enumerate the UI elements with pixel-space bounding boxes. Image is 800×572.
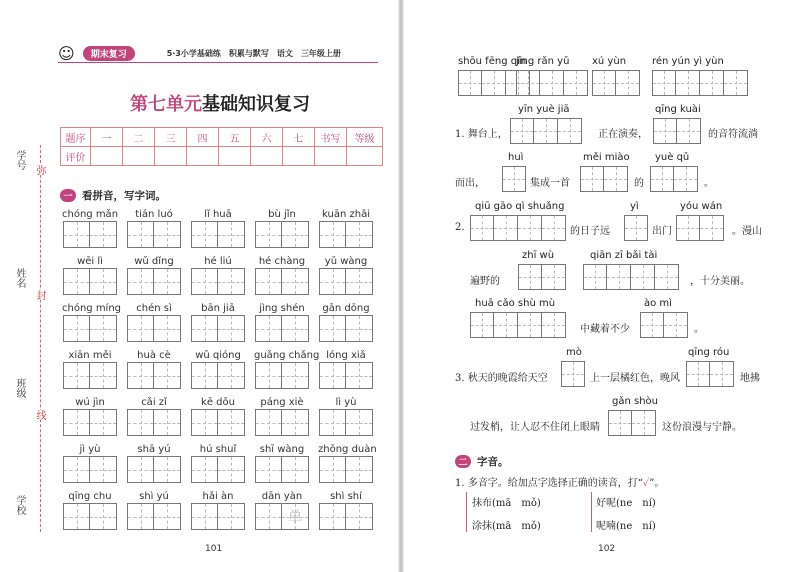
question-text: 的日子远 [570, 226, 610, 237]
pinyin-word [318, 396, 374, 436]
writing-cell[interactable] [127, 456, 154, 483]
answer-box[interactable] [650, 166, 698, 192]
pinyin-word [190, 349, 246, 389]
writing-boxes[interactable] [190, 409, 246, 436]
seal-mark: 封 [34, 290, 45, 300]
pinyin: xú yùn [592, 56, 627, 67]
option[interactable]: 呢喃(ne ní) [596, 521, 656, 532]
pinyin-word [62, 255, 118, 295]
eval-header-cell: 书写 [315, 128, 347, 147]
seal-mark: 弥 [34, 165, 45, 175]
pinyin-word [126, 302, 182, 342]
writing-cell[interactable] [90, 268, 117, 295]
check-icon: ✓ [642, 478, 650, 489]
margin-label-class: 班级 [14, 378, 25, 398]
writing-cell[interactable] [154, 456, 181, 483]
mascot-icon: ☺ [58, 44, 75, 63]
pinyin-word [62, 396, 118, 436]
pinyin: guǎng chǎng [254, 350, 320, 361]
question-text: 3. 秋天的晚霞给天空 [455, 373, 548, 384]
writing-boxes[interactable] [62, 221, 118, 248]
question-text: 集成一首 [530, 178, 570, 189]
question-text: 正在演奏， [598, 129, 648, 140]
writing-cell[interactable] [191, 503, 218, 530]
writing-boxes[interactable] [318, 268, 374, 295]
question-text: 遍野的 [470, 276, 500, 287]
pinyin-word [190, 302, 246, 342]
answer-box[interactable] [510, 118, 582, 144]
writing-boxes[interactable] [126, 409, 182, 436]
question-text: 地拂 [740, 373, 760, 384]
pinyin: chóng míng [62, 303, 122, 314]
eval-header-cell: 三 [155, 128, 187, 147]
writing-boxes[interactable] [254, 221, 310, 248]
writing-cell[interactable] [346, 268, 373, 295]
answer-box[interactable] [502, 166, 526, 192]
writing-cell[interactable] [154, 409, 181, 436]
pinyin: huì [508, 152, 524, 163]
eval-score-cell[interactable] [91, 147, 123, 166]
writing-cell[interactable] [63, 268, 90, 295]
writing-boxes[interactable] [126, 362, 182, 389]
answer-box[interactable] [653, 118, 701, 144]
pinyin-word [190, 490, 246, 530]
writing-cell[interactable] [319, 456, 346, 483]
writing-cell[interactable] [63, 503, 90, 530]
pinyin: chóng mǎn [62, 209, 119, 220]
answer-box[interactable] [686, 361, 734, 387]
writing-boxes[interactable] [254, 362, 310, 389]
pinyin-word [126, 396, 182, 436]
brace [466, 492, 467, 532]
eval-score-cell[interactable] [283, 147, 315, 166]
writing-cell[interactable] [346, 503, 373, 530]
review-badge: 期末复习 [83, 46, 135, 61]
book-spine [398, 0, 404, 572]
writing-cell[interactable] [255, 409, 282, 436]
answer-box[interactable] [640, 312, 688, 338]
pinyin: bān jiā [201, 303, 235, 314]
margin-label-name: 姓名 [14, 268, 25, 288]
pinyin: kuān zhǎi [322, 209, 370, 220]
writing-boxes[interactable] [318, 315, 374, 342]
pinyin: zhōng duàn [318, 444, 377, 455]
evaluation-table [60, 127, 383, 166]
pinyin: hú shuǐ [199, 444, 237, 455]
writing-boxes[interactable] [254, 503, 310, 530]
writing-boxes[interactable] [254, 315, 310, 342]
writing-cell[interactable] [218, 503, 245, 530]
writing-cell[interactable] [282, 409, 309, 436]
writing-cell[interactable] [282, 221, 309, 248]
writing-cell[interactable] [63, 362, 90, 389]
pinyin: dān yàn [261, 491, 303, 502]
pinyin: huà cè [137, 350, 171, 361]
writing-boxes[interactable] [254, 409, 310, 436]
ghost-char: 单 [287, 508, 303, 526]
writing-cell[interactable] [346, 221, 373, 248]
eval-score-cell[interactable] [123, 147, 155, 166]
writing-cell[interactable] [191, 315, 218, 342]
writing-cell[interactable] [319, 315, 346, 342]
writing-boxes[interactable] [126, 456, 182, 483]
question-text: 2. [455, 222, 465, 233]
pinyin: jì yù [79, 444, 101, 455]
pinyin-word [190, 396, 246, 436]
writing-cell[interactable] [154, 362, 181, 389]
writing-boxes[interactable] [62, 409, 118, 436]
pinyin-word [318, 349, 374, 389]
writing-cell[interactable] [154, 268, 181, 295]
question-text: 的音符流淌 [708, 129, 758, 140]
pinyin-word [126, 255, 182, 295]
pinyin: shī wàng [259, 444, 305, 455]
pinyin-word [126, 443, 182, 483]
pinyin: qīng kuài [655, 104, 701, 115]
writing-cell[interactable] [255, 503, 282, 530]
writing-boxes[interactable] [62, 503, 118, 530]
pinyin-word [318, 490, 374, 530]
writing-cell[interactable] [63, 456, 90, 483]
writing-cell[interactable] [282, 268, 309, 295]
writing-boxes[interactable] [62, 268, 118, 295]
pinyin: qīng róu [688, 347, 730, 358]
answer-box[interactable] [470, 312, 566, 338]
eval-score-cell[interactable] [251, 147, 283, 166]
pinyin: chén sì [136, 303, 172, 314]
section-title: 看拼音，写字词。 [82, 190, 166, 202]
writing-cell[interactable] [255, 268, 282, 295]
question-text: 上一层橘红色，晚风 [590, 373, 680, 384]
eval-score-cell[interactable] [187, 147, 219, 166]
section-number: 二 [455, 455, 471, 468]
header-text: 5·3小学基础练 积累与默写 语文 三年级上册 [166, 49, 341, 58]
writing-cell[interactable] [127, 409, 154, 436]
pinyin: gǎn shòu [612, 396, 658, 407]
writing-cell[interactable] [127, 221, 154, 248]
writing-boxes[interactable] [318, 456, 374, 483]
writing-cell[interactable] [218, 268, 245, 295]
writing-cell[interactable] [127, 315, 154, 342]
writing-cell[interactable] [63, 409, 90, 436]
writing-cell[interactable] [218, 221, 245, 248]
pinyin: yóu wán [680, 201, 723, 212]
pinyin: rén yún yì yùn [652, 56, 724, 67]
pinyin-word [254, 490, 310, 530]
answer-box[interactable] [624, 215, 648, 241]
eval-row-label: 评价 [61, 147, 91, 166]
pinyin-word [62, 349, 118, 389]
answer-box[interactable] [592, 70, 640, 96]
pinyin: qīng chu [68, 491, 112, 502]
writing-cell[interactable] [255, 456, 282, 483]
pinyin-word [254, 443, 310, 483]
writing-cell[interactable] [218, 315, 245, 342]
pinyin: ào mì [644, 298, 672, 309]
writing-boxes[interactable] [126, 268, 182, 295]
pinyin-word [62, 490, 118, 530]
answer-box[interactable] [561, 361, 585, 387]
writing-boxes[interactable] [190, 362, 246, 389]
question-text: 过发梢，让人忍不住闭上眼睛 [470, 422, 600, 433]
writing-boxes[interactable] [62, 456, 118, 483]
writing-boxes[interactable] [190, 315, 246, 342]
writing-cell[interactable] [63, 221, 90, 248]
writing-cell[interactable] [90, 409, 117, 436]
pinyin-word [318, 443, 377, 483]
pinyin: jīng rǎn yǔ [516, 56, 570, 67]
pinyin: jìng shén [259, 303, 305, 314]
writing-cell[interactable] [255, 315, 282, 342]
answer-box[interactable] [652, 70, 748, 96]
question-text: 出门 [652, 226, 672, 237]
pinyin-word [254, 208, 310, 248]
writing-boxes[interactable] [190, 268, 246, 295]
pinyin: kē dǒu [201, 397, 235, 408]
writing-cell[interactable] [319, 221, 346, 248]
writing-cell[interactable] [346, 315, 373, 342]
writing-cell[interactable] [319, 268, 346, 295]
writing-cell[interactable] [191, 221, 218, 248]
answer-box[interactable] [676, 215, 724, 241]
question-text: 。漫山 [732, 226, 762, 237]
pinyin: tián luó [135, 209, 173, 220]
page-title [60, 90, 380, 116]
writing-cell[interactable] [255, 221, 282, 248]
pinyin: qiū gāo qì shuǎng [475, 201, 565, 212]
pinyin-word [62, 208, 118, 248]
pinyin: cǎi zǐ [141, 397, 167, 408]
pinyin: wú jìn [75, 397, 105, 408]
writing-boxes[interactable] [126, 221, 182, 248]
answer-box[interactable] [470, 215, 566, 241]
writing-boxes[interactable] [254, 456, 310, 483]
pinyin-word [62, 443, 118, 483]
pinyin-word [318, 208, 374, 248]
pinyin: mò [566, 347, 582, 358]
question-text: 。 [694, 324, 704, 335]
eval-header-cell: 四 [187, 128, 219, 147]
eval-header-cell: 五 [219, 128, 251, 147]
pinyin: shā yú [137, 444, 171, 455]
writing-cell[interactable] [346, 362, 373, 389]
page-header [58, 44, 341, 63]
writing-cell[interactable] [218, 456, 245, 483]
writing-cell[interactable] [127, 503, 154, 530]
writing-cell[interactable] [90, 456, 117, 483]
writing-boxes[interactable] [62, 362, 118, 389]
pinyin-word [318, 302, 374, 342]
writing-cell[interactable] [191, 268, 218, 295]
writing-boxes[interactable] [318, 221, 374, 248]
writing-cell[interactable] [319, 503, 346, 530]
pinyin-word [254, 255, 310, 295]
writing-cell[interactable] [218, 409, 245, 436]
pinyin: lì yù [335, 397, 357, 408]
answer-box[interactable] [583, 264, 679, 290]
page-number: 102 [598, 544, 616, 554]
pinyin: lǐ huā [204, 209, 232, 220]
pinyin-word [126, 490, 182, 530]
writing-cell[interactable] [319, 409, 346, 436]
title-unit: 第七单元 [130, 94, 202, 115]
pinyin: wēi lì [77, 256, 103, 267]
eval-score-cell[interactable] [315, 147, 347, 166]
writing-cell[interactable] [90, 362, 117, 389]
writing-boxes[interactable] [318, 362, 374, 389]
seal-mark: 线 [34, 410, 45, 420]
question-text: ，十分美丽。 [690, 276, 750, 287]
writing-cell[interactable] [218, 362, 245, 389]
pinyin-word [190, 443, 246, 483]
pinyin-word [318, 255, 374, 295]
writing-cell[interactable] [90, 221, 117, 248]
pinyin-word [254, 349, 320, 389]
question-text: 这份浪漫与宁静。 [662, 422, 742, 433]
eval-header-cell: 六 [251, 128, 283, 147]
pinyin-word [254, 302, 310, 342]
pinyin: wǔ dǐng [134, 256, 174, 267]
writing-boxes[interactable] [126, 315, 182, 342]
eval-score-cell[interactable] [347, 147, 383, 166]
answer-box[interactable] [518, 264, 566, 290]
writing-cell[interactable] [90, 503, 117, 530]
question-text [455, 474, 664, 489]
eval-header-cell: 等级 [347, 128, 383, 147]
writing-cell[interactable] [154, 503, 181, 530]
writing-boxes[interactable] [126, 503, 182, 530]
writing-cell[interactable] [154, 315, 181, 342]
pinyin: yīn yuè jiā [518, 104, 570, 115]
brace [591, 492, 592, 532]
writing-cell[interactable] [127, 362, 154, 389]
writing-boxes[interactable] [318, 503, 374, 530]
pinyin-word [126, 349, 182, 389]
pinyin: shōu fēng qín [458, 56, 527, 67]
option[interactable]: 抹布(mā mǒ) [472, 498, 541, 509]
pinyin: yǔ wàng [324, 256, 368, 267]
pinyin: shì yú [139, 491, 169, 502]
option[interactable]: 好呢(ne ní) [596, 498, 656, 509]
answer-box[interactable] [608, 410, 656, 436]
writing-boxes[interactable] [190, 503, 246, 530]
writing-cell[interactable] [255, 362, 282, 389]
question-text: 中藏着不少 [580, 324, 630, 335]
section-title: 字音。 [477, 456, 509, 468]
pinyin: huā cǎo shù mù [475, 298, 556, 309]
question-text: 的 [634, 178, 644, 189]
writing-cell[interactable] [282, 456, 309, 483]
pinyin: hǎi àn [202, 491, 234, 502]
writing-boxes[interactable] [190, 456, 246, 483]
writing-cell[interactable] [346, 456, 373, 483]
writing-boxes[interactable] [254, 268, 310, 295]
divider [58, 62, 378, 63]
question-text: 。 [704, 178, 714, 189]
eval-header-cell: 二 [123, 128, 155, 147]
writing-cell[interactable] [346, 409, 373, 436]
section-number: 一 [60, 189, 76, 202]
pinyin: měi miào [583, 152, 630, 163]
pinyin: wǔ qióng [195, 350, 241, 361]
pinyin: gān dōng [322, 303, 370, 314]
pinyin-word [254, 396, 310, 436]
answer-box[interactable] [516, 70, 588, 96]
seal-line [40, 145, 41, 532]
pinyin: hé chàng [258, 256, 306, 267]
pinyin: yuè qǔ [655, 152, 690, 163]
writing-cell[interactable] [90, 315, 117, 342]
instruction-end: ”。 [649, 478, 665, 489]
answer-box[interactable] [580, 166, 628, 192]
writing-boxes[interactable] [62, 315, 118, 342]
page-number: 101 [205, 544, 223, 554]
eval-header-cell: 题序 [61, 128, 91, 147]
pinyin-word [62, 302, 122, 342]
pinyin: páng xiè [260, 397, 304, 408]
writing-cell[interactable] [191, 362, 218, 389]
writing-boxes[interactable] [190, 221, 246, 248]
margin-label-school: 学校 [14, 495, 25, 515]
question-text: 1. 舞台上， [455, 129, 508, 140]
eval-score-cell[interactable] [219, 147, 251, 166]
pinyin-word [190, 208, 246, 248]
writing-cell[interactable] [127, 268, 154, 295]
section-heading [455, 454, 509, 469]
pinyin: hé liú [204, 256, 232, 267]
pinyin-word [190, 255, 246, 295]
writing-cell[interactable] [282, 362, 309, 389]
pinyin: zhī wù [522, 250, 555, 261]
eval-header-cell: 一 [91, 128, 123, 147]
writing-cell[interactable] [154, 221, 181, 248]
writing-cell[interactable] [191, 409, 218, 436]
question-text: 而出， [455, 178, 485, 189]
option[interactable]: 涂抹(mā mǒ) [472, 521, 541, 532]
writing-cell[interactable] [63, 315, 90, 342]
pinyin: yì [630, 201, 639, 212]
eval-score-cell[interactable] [155, 147, 187, 166]
pinyin: shì shí [330, 491, 362, 502]
pinyin: bù jǐn [268, 209, 296, 220]
title-main: 基础知识复习 [202, 94, 310, 115]
writing-boxes[interactable] [318, 409, 374, 436]
writing-cell[interactable] [191, 456, 218, 483]
pinyin-word [126, 208, 182, 248]
margin-label-id: 学号 [14, 150, 25, 170]
writing-cell[interactable] [282, 503, 309, 530]
writing-cell[interactable] [319, 362, 346, 389]
eval-header-cell: 七 [283, 128, 315, 147]
pinyin: xiān měi [68, 350, 112, 361]
pinyin: lóng xiǎ [326, 350, 366, 361]
writing-cell[interactable] [282, 315, 309, 342]
instruction: 1. 多音字。给加点字选择正确的读音，打“ [455, 478, 643, 489]
section-heading [60, 188, 166, 203]
pinyin: qiān zī bǎi tài [590, 250, 658, 261]
